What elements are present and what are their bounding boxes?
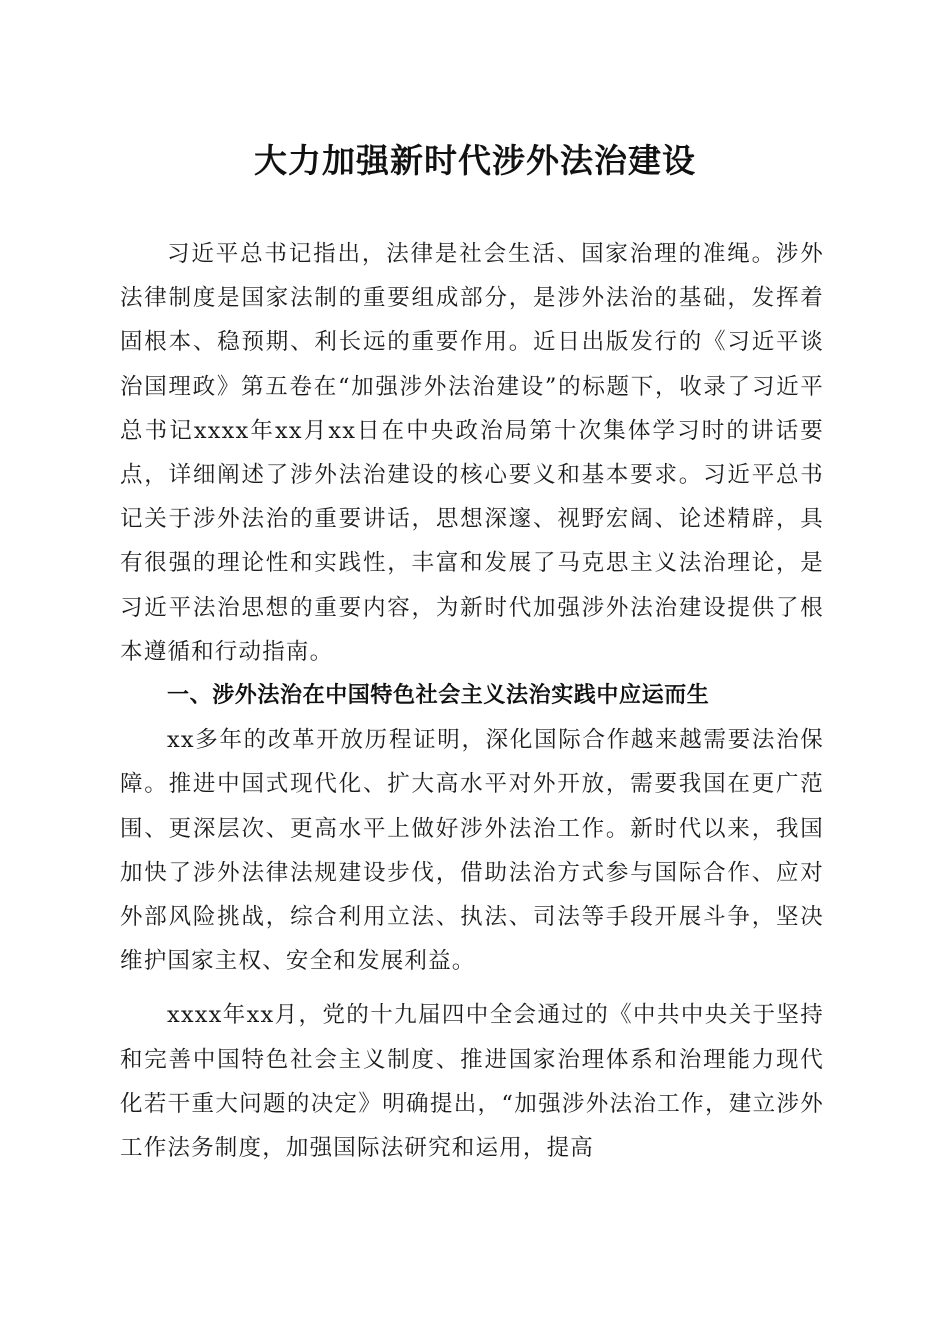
document-body: [120, 232, 824, 1170]
section-heading-1: 一、涉外法治在中国特色社会主义法治实践中应运而生: [167, 683, 710, 709]
document-title: 大力加强新时代涉外法治建设: [254, 141, 696, 180]
paragraph-decision: xxxx年xx月，党的十九届四中全会通过的《中共中央关于坚持和完善中国特色社会主义制度、推进国家治理体系和治理能力现代化若干重大问题的决定》明确提出，“加强涉外法治工作，建立涉外工作法务制度，加强国际法研究和运用，提高: [120, 1002, 824, 1162]
paragraph-reform: xx多年的改革开放历程证明，深化国际合作越来越需要法治保障。推进中国式现代化、扩大高水平对外开放，需要我国在更广范围、更深层次、更高水平上做好涉外法治工作。新时代以来，我国加快了涉外法律法规建设步伐，借助法治方式参与国际合作、应对外部风险挑战，综合利用立法、执法、司法等手段开展斗争，坚决维护国家主权、安全和发展利益。: [120, 727, 824, 975]
paragraph-intro: 习近平总书记指出，法律是社会生活、国家治理的准绳。涉外法律制度是国家法制的重要组成部分，是涉外法治的基础，发挥着固根本、稳预期、利长远的重要作用。近日出版发行的《习近平谈治国理政》第五卷在“加强涉外法治建设”的标题下，收录了习近平总书记xxxx年xx月xx日在中央政治局第十次集体学习时的讲话要点，详细阐述了涉外法治建设的核心要义和基本要求。习近平总书记关于涉外法治的重要讲话，思想深邃、视野宏阔、论述精辟，具有很强的理论性和实践性，丰富和发展了马克思主义法治理论，是习近平法治思想的重要内容，为新时代加强涉外法治建设提供了根本遵循和行动指南。: [120, 241, 824, 665]
